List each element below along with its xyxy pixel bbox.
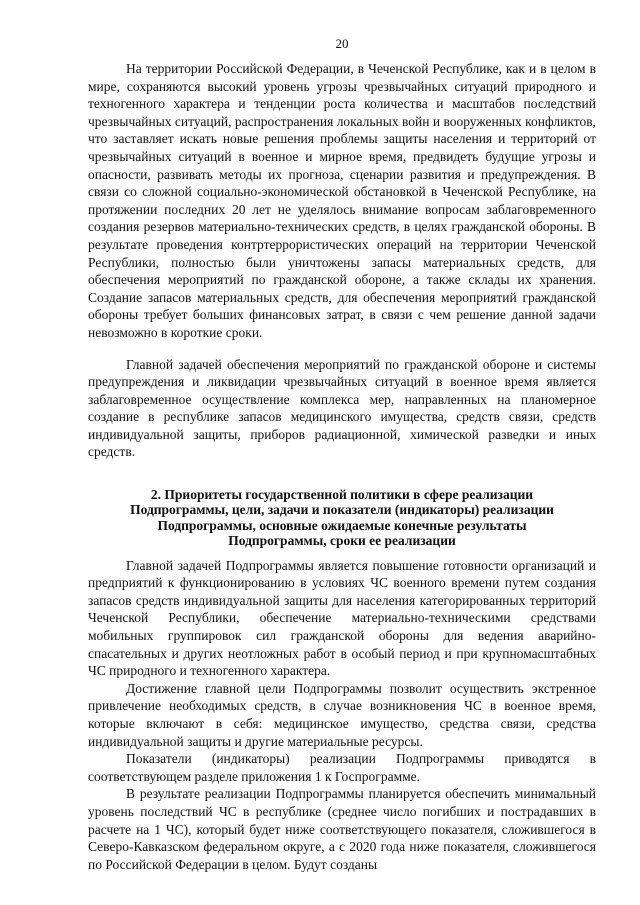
paragraph-main-goal-achievement: Достижение главной цели Подпрограммы позволит осуществить экстренное привлечение необходимых средств, в случае возникновения ЧС в военное время, которые включают в себя: медицинское имущество, средства связи, средства индивидуальной защиты и другие материальные ресурсы. [88, 680, 596, 749]
section-heading-priorities [88, 487, 596, 549]
heading-gap [88, 549, 596, 557]
paragraph-indicators: Показатели (индикаторы) реализации Подпрограммы приводятся в соответствующем разделе приложения 1 к Госпрограмме. [88, 751, 596, 784]
paragraph-main-task-civil-defense: Главной задачей обеспечения мероприятий по гражданской обороне и системы предупреждения и ликвидации чрезвычайных ситуаций в военное время является заблаговременное осуществление комплекса мер, направленных на планомерное создание в республике запасов медицинского имущества, средств связи, средств индивидуальной защиты, приборов радиационной, химической разведки и иных средств. [88, 356, 596, 460]
heading-line: Подпрограммы, основные ожидаемые конечные результаты [157, 517, 527, 533]
section-gap [88, 461, 596, 487]
paragraph-gap [88, 342, 596, 356]
heading-line: 2. Приоритеты государственной политики в сфере реализации [150, 487, 534, 503]
page-number: 20 [335, 36, 349, 51]
document-page [88, 36, 596, 896]
paragraph-subprogram-main-task: Главной задачей Подпрограммы является повышение готовности организаций и предприятий к функционированию в условиях ЧС военного времени путем создания запасов средств индивидуальной защиты для населения категорированных территорий Чеченской Республики, обеспечение материально-техническими средствами мобильных группировок сил гражданской обороны для ведения аварийно-спасательных и других неотложных работ в особый период и при крупномасштабных ЧС природного и техногенного характера. [88, 557, 596, 679]
paragraph-threats-overview: На территории Российской Федерации, в Чеченской Республике, как и в целом в мире, сохраняются высокий уровень угрозы чрезвычайных ситуаций природного и техногенного характера и тенденции роста количества и масштабов последствий чрезвычайных ситуаций, распространения локальных войн и вооруженных конфликтов, что заставляет искать новые решения проблемы защиты населения и территорий от чрезвычайных ситуаций в военное и мирное время, предвидеть будущие угрозы и опасности, развивать методы их прогноза, сценарии развития и предупреждения. В связи со сложной социально-экономической обстановкой в Чеченской Республике, на протяжении последних 20 лет не уделялось внимание вопросам заблаговременного создания резервов материально-технических средств, в целях гражданской обороны. В результате проведения контртеррористических операций на территории Чеченской Республики, полностью были уничтожены запасы материальных средств, для обеспечения мероприятий по гражданской обороне, а также склады их хранения. Создание запасов материальных средств, для обеспечения мероприятий гражданской обороны требует больших финансовых затрат, в связи с чем решение данной задачи невозможно в короткие сроки. [88, 61, 596, 340]
heading-line: Подпрограммы, сроки ее реализации [228, 533, 456, 549]
paragraph-expected-results: В результате реализации Подпрограммы планируется обеспечить минимальный уровень последствий ЧС в республике (среднее число погибших и пострадавших в расчете на 1 ЧС), который будет ниже соответствующего показателя, сложившегося в Северо-Кавказском федеральном округе, а с 2020 года ниже показателя, сложившегося по Российской Федерации в целом. Будут созданы [88, 786, 596, 872]
heading-line: Подпрограммы, цели, задачи и показатели (индикаторы) реализации [130, 502, 554, 518]
